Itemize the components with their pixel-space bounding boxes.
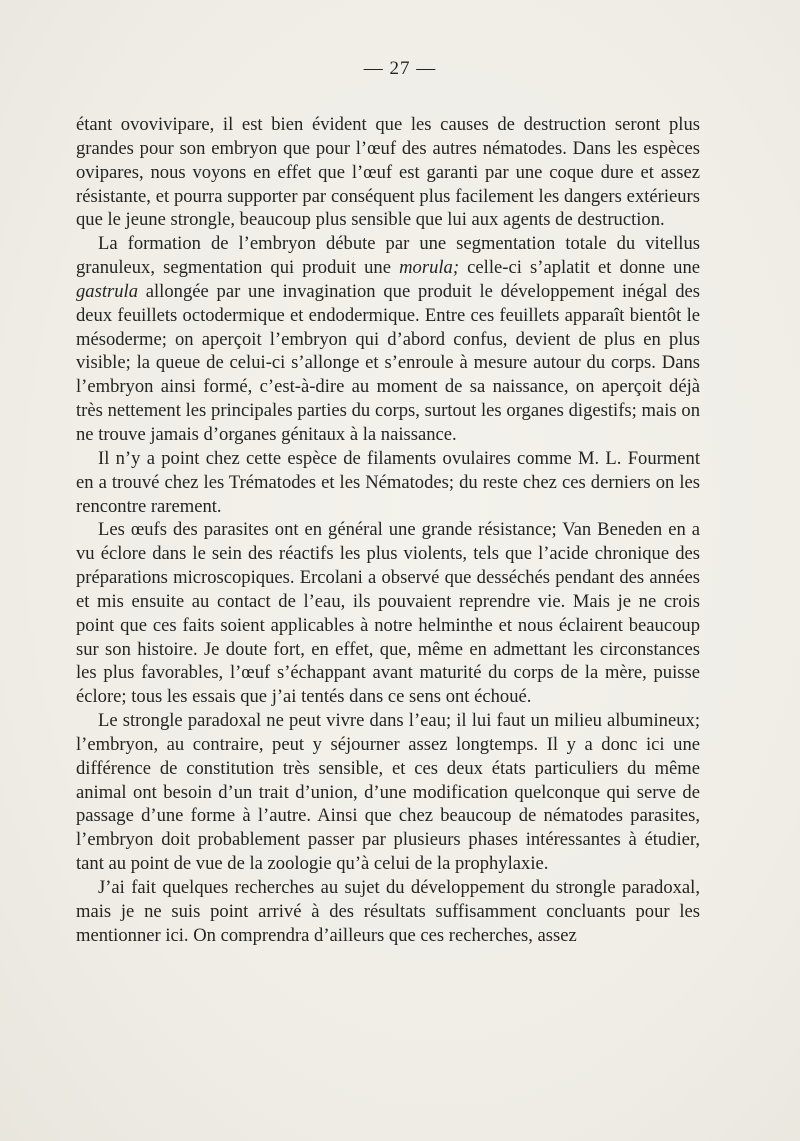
text-run: Les œufs des parasites ont en général une grande résistance; Van Beneden en a vu éclore dans le sein des réactifs les plus violents, tels que l’acide chronique des préparations microscopiques. Ercolani a observé que desséchés pendant des années et mis ensuite au contact de l’eau, ils pouvaient reprendre vie. Mais je ne crois point que ces faits soient applicables à notre helminthe et nous éclairent beaucoup sur son histoire. Je doute fort, en effet, que, même en admettant les circonstances les plus favorables, l’œuf s’échappant avant maturité du corps de la mère, puisse éclore; tous les essais que j’ai tentés dans ce sens ont échoué.: [76, 519, 700, 708]
paragraph-1: [76, 113, 700, 232]
paragraph-2: [76, 232, 700, 447]
text-run: allongée par une invagination que produit le développement inégal des deux feuillets octodermique et endodermique. Entre ces feuillets apparaît bientôt le mésoderme; on aperçoit l’embryon qui d’abord confus, devient de plus en plus visible; la queue de celui-ci s’allonge et s’enroule à mesure autour du corps. Dans l’embryon ainsi formé, c’est-à-dire au moment de sa naissance, on aperçoit déjà très nettement les principales parties du corps, surtout les organes digestifs; mais on ne trouve jamais d’organes génitaux à la naissance.: [76, 280, 700, 445]
paragraph-4: [76, 518, 700, 709]
paragraph-6: [76, 876, 700, 948]
page-number: — 27 —: [363, 58, 437, 79]
text-run: Il n’y a point chez cette espèce de filaments ovulaires comme M. L. Fourment en a trouvé chez les Trématodes et les Nématodes; du reste chez ces derniers on les rencontre rarement.: [76, 447, 700, 517]
text-run: Le strongle paradoxal ne peut vivre dans l’eau; il lui faut un milieu albumineux; l’embryon, au contraire, peut y séjourner assez longtemps. Il y a donc ici une différence de constitution très sensible, et ces deux états particuliers du même animal ont besoin d’un trait d’union, d’une modification quelconque qui serve de passage d’une forme à l’autre. Ainsi que chez beaucoup de nématodes parasites, l’embryon doit probablement passer par plusieurs phases intéressantes à étudier, tant au point de vue de la zoologie qu’à celui de la prophylaxie.: [76, 710, 700, 875]
text-run: J’ai fait quelques recherches au sujet du développement du strongle paradoxal, mais je ne suis point arrivé à des résultats suffisamment concluants pour les mentionner ici. On comprendra d’ailleurs que ces recherches, assez: [76, 877, 700, 946]
text-run: La formation de l’embryon débute par une segmentation totale du vitellus granuleux, segmentation qui produit une: [76, 233, 700, 279]
text-run: étant ovovivipare, il est bien évident que les causes de destruction seront plus grandes pour son embryon que pour l’œuf des autres nématodes. Dans les espèces ovipares, nous voyons en effet que l’œuf est garanti par une coque dure et assez résistante, et pourra supporter par conséquent plus facilement les dangers extérieurs que le jeune strongle, beaucoup plus sensible que lui aux agents de destruction.: [76, 114, 700, 231]
paragraph-3: [76, 447, 700, 519]
text-run: celle-ci s’aplatit et donne une: [459, 257, 701, 279]
italic-term: morula;: [399, 257, 460, 279]
paragraph-5: [76, 709, 700, 876]
italic-term: gastrula: [76, 280, 138, 302]
page-body: [76, 113, 700, 948]
